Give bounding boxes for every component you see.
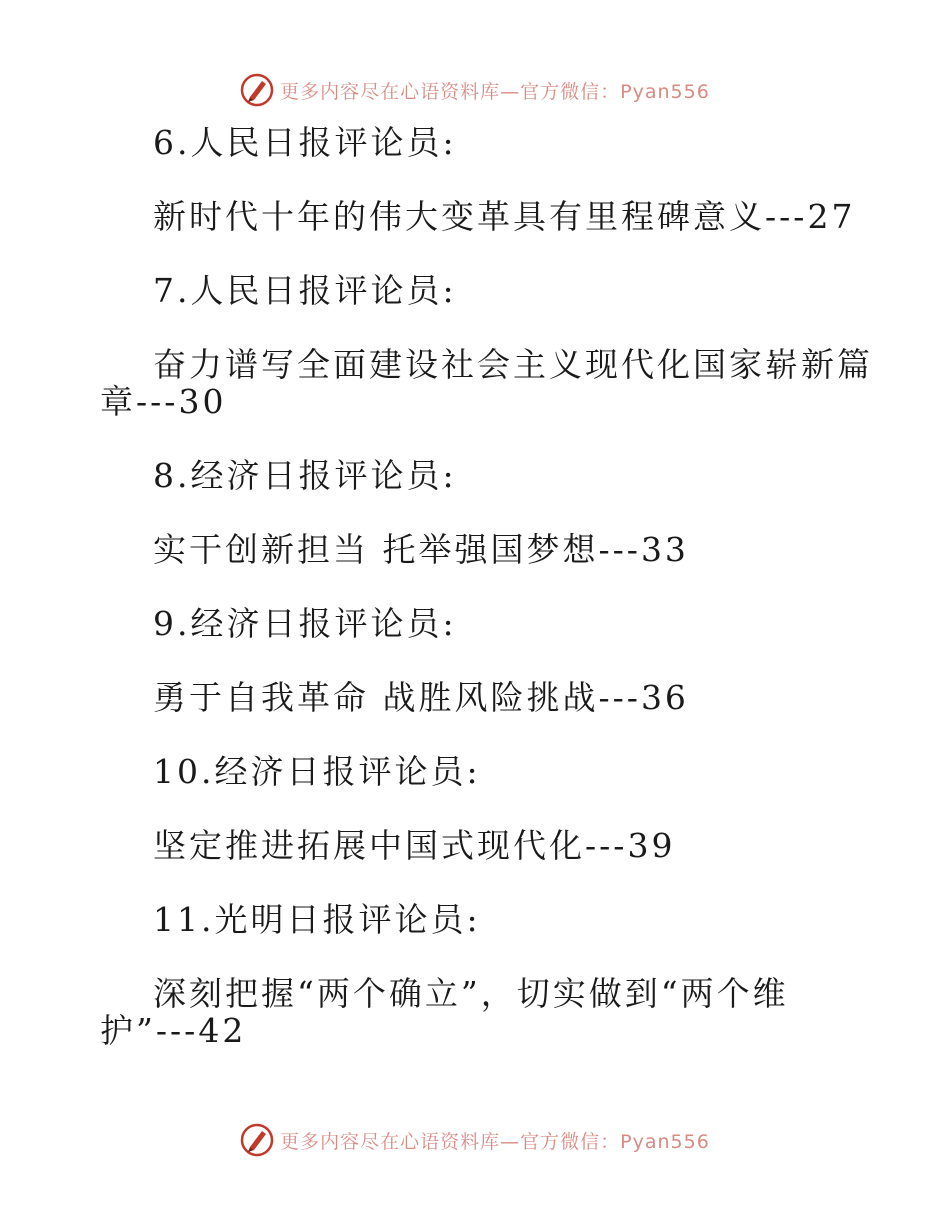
entry-title-line: 奋力谱写全面建设社会主义现代化国家崭新篇 xyxy=(153,345,873,384)
entry-heading: 7.人民日报评论员: xyxy=(153,271,457,310)
entry-heading: 8.经济日报评论员: xyxy=(153,456,457,495)
document-body xyxy=(100,123,873,1086)
entry-title: 实干创新担当 托举强国梦想---33 xyxy=(153,530,689,569)
entry-heading: 11.光明日报评论员: xyxy=(153,900,481,939)
pen-logo-icon xyxy=(240,1123,274,1157)
watermark-header xyxy=(0,70,950,110)
entry-title-line: 深刻把握“两个确立”，切实做到“两个维 xyxy=(153,974,789,1013)
entry-title-line: 章---30 xyxy=(100,382,227,421)
entry-heading: 6.人民日报评论员: xyxy=(153,123,457,162)
pen-logo-icon xyxy=(240,73,274,107)
watermark-footer xyxy=(0,1120,950,1160)
watermark-text: 更多内容尽在心语资料库—官方微信：Pyan556 xyxy=(280,80,710,103)
watermark-text: 更多内容尽在心语资料库—官方微信：Pyan556 xyxy=(280,1130,710,1153)
entry-title: 坚定推进拓展中国式现代化---39 xyxy=(153,826,676,865)
entry-title xyxy=(100,975,850,1049)
entry-title: 新时代十年的伟大变革具有里程碑意义---27 xyxy=(153,197,856,236)
entry-title xyxy=(100,345,873,421)
entry-heading: 10.经济日报评论员: xyxy=(153,752,481,791)
entry-title-line: 护”---42 xyxy=(100,1011,247,1050)
entry-heading: 9.经济日报评论员: xyxy=(153,604,457,643)
entry-title: 勇于自我革命 战胜风险挑战---36 xyxy=(153,678,689,717)
